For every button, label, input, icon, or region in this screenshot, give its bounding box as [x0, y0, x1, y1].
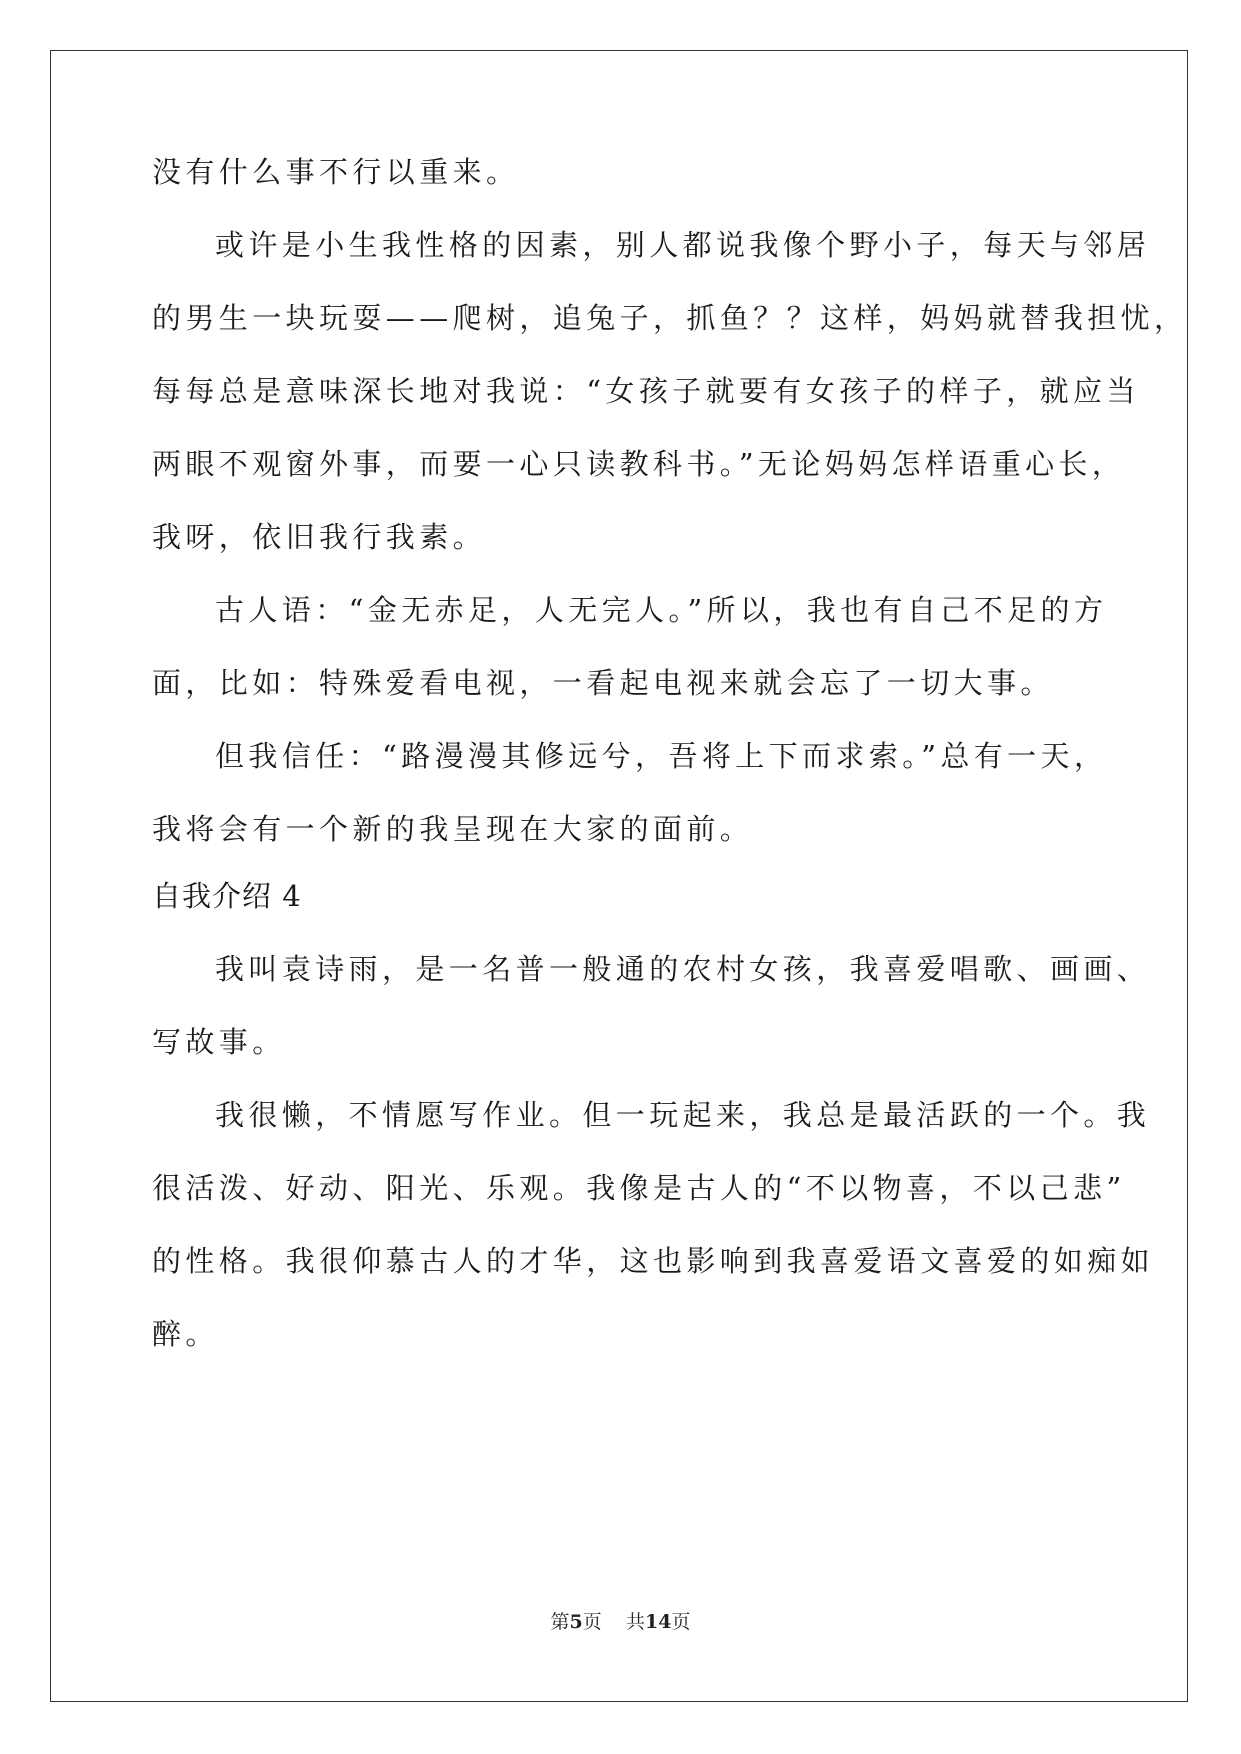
page-number: 5 [569, 1611, 583, 1633]
section-heading: 自我介绍 4 [152, 879, 302, 913]
paragraph-line: 我很懒，不情愿写作业。但一玩起来，我总是最活跃的一个。我 [215, 1098, 1151, 1132]
page-suffix: 页 [582, 1611, 602, 1633]
paragraph-line: 的男生一块玩耍——爬树，追兔子，抓鱼？？这样，妈妈就替我担忧， [152, 301, 1188, 335]
total-pages: 14 [644, 1611, 672, 1633]
paragraph-line: 古人语：“金无赤足，人无完人。”所以，我也有自己不足的方 [215, 593, 1108, 627]
paragraph-line: 我呀，依旧我行我素。 [152, 520, 487, 554]
paragraph-line: 面，比如：特殊爱看电视，一看起电视来就会忘了一切大事。 [152, 666, 1054, 700]
paragraph-line: 两眼不观窗外事，而要一心只读教科书。”无论妈妈怎样语重心长， [152, 447, 1126, 481]
paragraph-line: 写故事。 [152, 1025, 286, 1059]
paragraph-line: 很活泼、好动、阳光、乐观。我像是古人的“不以物喜，不以己悲” [152, 1171, 1126, 1205]
total-prefix: 共 [625, 1611, 645, 1633]
total-suffix: 页 [671, 1611, 691, 1633]
paragraph-line: 我将会有一个新的我呈现在大家的面前。 [152, 812, 754, 846]
paragraph-line: 但我信任：“路漫漫其修远兮，吾将上下而求索。”总有一天， [215, 739, 1108, 773]
paragraph-line: 或许是小生我性格的因素，别人都说我像个野小子，每天与邻居 [215, 228, 1151, 262]
paragraph-line: 没有什么事不行以重来。 [152, 155, 520, 189]
paragraph-line: 每每总是意味深长地对我说：“女孩子就要有女孩子的样子，就应当 [152, 374, 1140, 408]
page-footer [0, 1610, 1241, 1634]
paragraph-line: 醉。 [152, 1317, 219, 1351]
paragraph-line: 的性格。我很仰慕古人的才华，这也影响到我喜爱语文喜爱的如痴如 [152, 1244, 1155, 1278]
page-prefix: 第 [550, 1611, 570, 1633]
paragraph-line: 我叫袁诗雨，是一名普一般通的农村女孩，我喜爱唱歌、画画、 [215, 952, 1151, 986]
